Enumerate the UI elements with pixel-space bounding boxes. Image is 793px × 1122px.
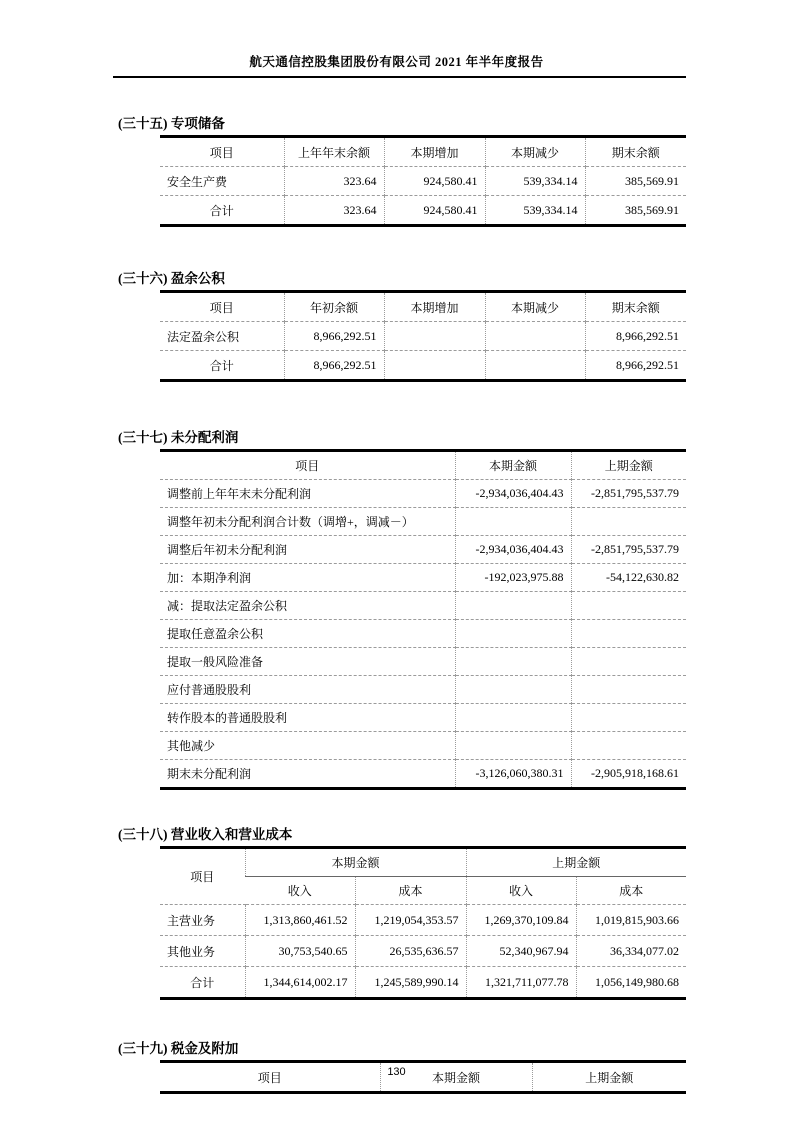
- column-header: 本期增加: [384, 292, 485, 322]
- amount-cell: 385,569.91: [585, 167, 686, 196]
- amount-cell: [571, 648, 686, 676]
- table-row: [160, 732, 686, 760]
- table-header-group-row: [160, 848, 686, 877]
- amount-cell: 1,344,614,002.17: [245, 967, 355, 999]
- amount-cell: -2,934,036,404.43: [455, 480, 571, 508]
- table-total-row: [160, 967, 686, 999]
- column-header: 项目: [209, 145, 234, 160]
- item-label-cell: 法定盈余公积: [160, 322, 284, 351]
- item-label-cell: 主营业务: [160, 905, 245, 936]
- amount-cell: [455, 620, 571, 648]
- table-header-row: [160, 137, 686, 167]
- item-label-cell: 提取任意盈余公积: [160, 620, 455, 648]
- column-header: 本期减少: [485, 292, 585, 322]
- amount-cell: [571, 620, 686, 648]
- table-row: [160, 936, 686, 967]
- amount-cell: [455, 592, 571, 620]
- item-label-cell: 其他业务: [160, 936, 245, 967]
- amount-cell: [571, 508, 686, 536]
- item-label-cell: 合计: [160, 196, 284, 226]
- amount-cell: 385,569.91: [585, 196, 686, 226]
- amount-cell: 8,966,292.51: [585, 322, 686, 351]
- amount-cell: 924,580.41: [384, 196, 485, 226]
- amount-cell: [485, 322, 585, 351]
- amount-cell: 539,334.14: [485, 167, 585, 196]
- amount-cell: [455, 648, 571, 676]
- column-header: 项目: [190, 870, 215, 884]
- report-header-title: 航天通信控股集团股份有限公司 2021 年半年度报告: [249, 55, 544, 69]
- column-header: 年初余额: [284, 292, 384, 322]
- item-label-cell: 合计: [160, 351, 284, 381]
- section-title-undistributed-profit: (三十七) 未分配利润: [118, 430, 239, 445]
- column-header: 项目: [209, 300, 234, 315]
- amount-cell: 1,219,054,353.57: [355, 905, 466, 936]
- amount-cell: 1,313,860,461.52: [245, 905, 355, 936]
- amount-cell: 52,340,967.94: [466, 936, 576, 967]
- column-header: 项目: [257, 1070, 282, 1085]
- item-label-cell: 安全生产费: [160, 167, 284, 196]
- column-header: 收入: [466, 877, 576, 905]
- table-row: [160, 508, 686, 536]
- amount-cell: [571, 592, 686, 620]
- column-group-header-current: 本期金额: [245, 848, 466, 877]
- item-label-cell: 期末未分配利润: [160, 760, 455, 789]
- item-label-cell: 调整年初未分配利润合计数（调增+，调减－）: [160, 508, 455, 536]
- section-title-surplus-reserve: (三十六) 盈余公积: [118, 271, 225, 286]
- column-header: 项目: [295, 459, 320, 473]
- table-row: [160, 704, 686, 732]
- amount-cell: -2,851,795,537.79: [571, 536, 686, 564]
- amount-cell: 323.64: [284, 196, 384, 226]
- column-header: 本期减少: [485, 137, 585, 167]
- special-reserves-table: [160, 135, 686, 227]
- amount-cell: 539,334.14: [485, 196, 585, 226]
- amount-cell: [571, 676, 686, 704]
- table-row: [160, 564, 686, 592]
- amount-cell: 1,269,370,109.84: [466, 905, 576, 936]
- amount-cell: [485, 351, 585, 381]
- amount-cell: [571, 732, 686, 760]
- table-row: [160, 648, 686, 676]
- column-group-header-prior: 上期金额: [466, 848, 686, 877]
- page-header: [0, 0, 793, 78]
- item-label-cell: 加：本期净利润: [160, 564, 455, 592]
- section-title-revenue-cost: (三十八) 营业收入和营业成本: [118, 827, 293, 842]
- undistributed-profit-table: [160, 449, 686, 790]
- table-total-row: [160, 351, 686, 381]
- table-row: [160, 676, 686, 704]
- page-number: 130: [387, 1066, 406, 1078]
- table-row: [160, 905, 686, 936]
- table-row: [160, 536, 686, 564]
- item-label-cell: 应付普通股股利: [160, 676, 455, 704]
- table-total-row: [160, 196, 686, 226]
- amount-cell: -2,905,918,168.61: [571, 760, 686, 789]
- amount-cell: [384, 322, 485, 351]
- item-label-cell: 其他减少: [160, 732, 455, 760]
- header-rule: [113, 76, 686, 78]
- revenue-cost-table: [160, 846, 686, 1000]
- column-header: 收入: [245, 877, 355, 905]
- item-label-cell: 合计: [160, 967, 245, 999]
- item-label-cell: 调整后年初未分配利润: [160, 536, 455, 564]
- item-label-cell: 调整前上年年末未分配利润: [160, 480, 455, 508]
- amount-cell: 1,019,815,903.66: [576, 905, 686, 936]
- amount-cell: 26,535,636.57: [355, 936, 466, 967]
- column-header: 期末余额: [585, 137, 686, 167]
- section-title-special-reserves: (三十五) 专项储备: [118, 116, 225, 131]
- amount-cell: -3,126,060,380.31: [455, 760, 571, 789]
- amount-cell: 36,334,077.02: [576, 936, 686, 967]
- table-row: [160, 592, 686, 620]
- column-header: 本期增加: [384, 137, 485, 167]
- amount-cell: 323.64: [284, 167, 384, 196]
- item-label-cell: 转作股本的普通股股利: [160, 704, 455, 732]
- table-row: [160, 322, 686, 351]
- amount-cell: 8,966,292.51: [585, 351, 686, 381]
- amount-cell: 1,056,149,980.68: [576, 967, 686, 999]
- section-title-taxes-surcharges: (三十九) 税金及附加: [118, 1041, 239, 1056]
- amount-cell: [455, 704, 571, 732]
- amount-cell: [384, 351, 485, 381]
- amount-cell: [455, 508, 571, 536]
- table-header-row: [160, 292, 686, 322]
- amount-cell: -2,934,036,404.43: [455, 536, 571, 564]
- amount-cell: [455, 676, 571, 704]
- amount-cell: -54,122,630.82: [571, 564, 686, 592]
- amount-cell: 1,321,711,077.78: [466, 967, 576, 999]
- item-label-cell: 减：提取法定盈余公积: [160, 592, 455, 620]
- column-header: 成本: [355, 877, 466, 905]
- table-row: [160, 480, 686, 508]
- amount-cell: [455, 732, 571, 760]
- amount-cell: -192,023,975.88: [455, 564, 571, 592]
- item-label-cell: 提取一般风险准备: [160, 648, 455, 676]
- column-header: 上期金额: [532, 1062, 686, 1093]
- table-row: [160, 620, 686, 648]
- column-header: 本期金额: [380, 1062, 532, 1093]
- column-header: 本期金额: [455, 451, 571, 480]
- amount-cell: 8,966,292.51: [284, 351, 384, 381]
- column-header: 成本: [576, 877, 686, 905]
- amount-cell: 8,966,292.51: [284, 322, 384, 351]
- amount-cell: 924,580.41: [384, 167, 485, 196]
- table-header-row: [160, 451, 686, 480]
- column-header: 期末余额: [585, 292, 686, 322]
- amount-cell: [571, 704, 686, 732]
- column-header: 上年年末余额: [284, 137, 384, 167]
- amount-cell: 1,245,589,990.14: [355, 967, 466, 999]
- amount-cell: -2,851,795,537.79: [571, 480, 686, 508]
- column-header: 上期金额: [571, 451, 686, 480]
- table-total-row: [160, 760, 686, 789]
- amount-cell: 30,753,540.65: [245, 936, 355, 967]
- table-row: [160, 167, 686, 196]
- surplus-reserve-table: [160, 290, 686, 382]
